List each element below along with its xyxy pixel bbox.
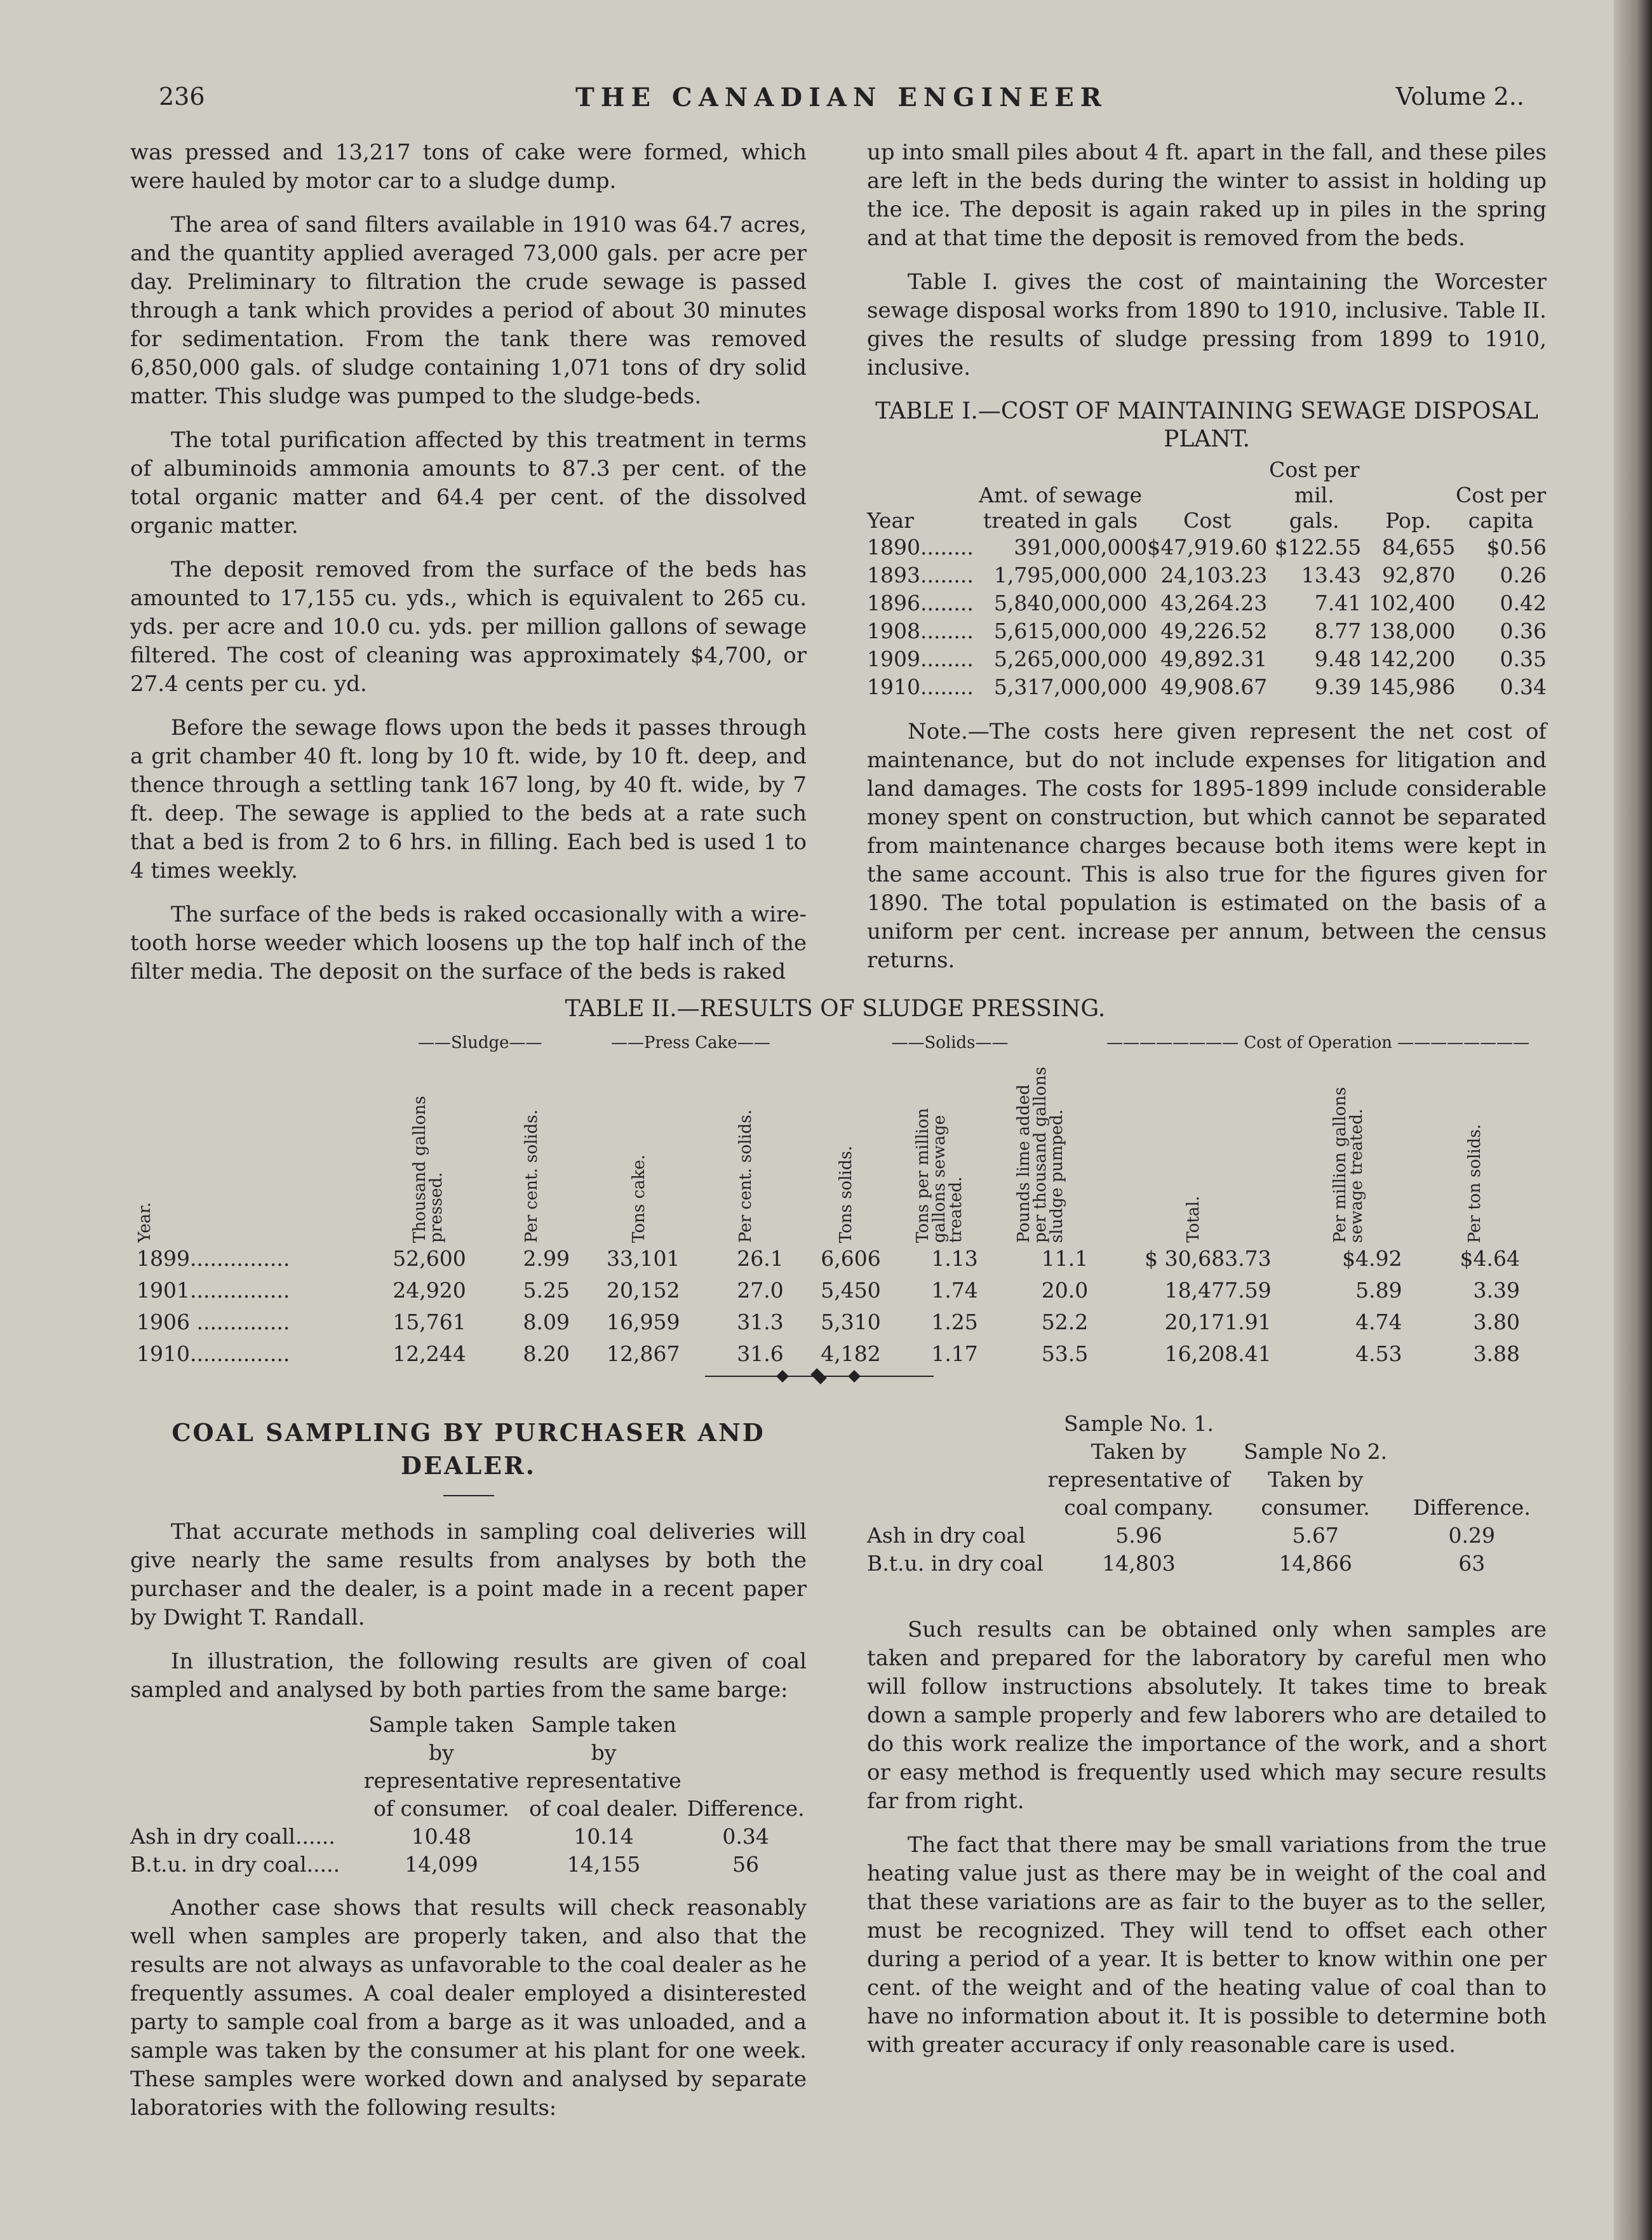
table-row <box>867 1550 1547 1578</box>
table-cell: 24,103.23 <box>1160 563 1268 587</box>
table-cell: 13.43 <box>1301 563 1362 587</box>
table2-header: Tons solids. <box>836 1145 856 1243</box>
table1-title: TABLE I.—COST OF MAINTAINING SEWAGE DISPOSAL PLANT. <box>875 398 1538 452</box>
table-cell: 0.35 <box>1500 647 1547 671</box>
paragraph: Another case shows that results will check reasonably well when samples are properly taken, and also that the results are not always as unfavorable to the coal dealer as he frequently assumes. A coal dealer employed a disinterested party to sample coal from a barge as it was unloaded, and a sample was taken by the consumer at his plant for one week. These samples were worked down and analysed by separate laboratories with the following results: <box>130 1895 807 2121</box>
paragraph: Table I. gives the cost of maintaining the Worcester sewage disposal works from 1890 to 1910, inclusive. Table II. gives the results of sludge pressing from 1899 to 1910, inclusive. <box>867 269 1547 380</box>
coal-table-a <box>130 1711 807 1879</box>
table-cell: 43,264.23 <box>1160 591 1268 615</box>
ornament-diamond <box>810 1368 826 1384</box>
paragraph: In illustration, the following results are given of coal sampled and analysed by both parties from the same barge: <box>130 1649 807 1703</box>
table-cell: 20.0 <box>1041 1278 1089 1303</box>
table-cell: 5.25 <box>523 1278 570 1303</box>
table-cell: 12,867 <box>607 1341 680 1366</box>
table-cell: 1906 .............. <box>137 1310 290 1334</box>
table-cell: 0.36 <box>1500 619 1547 643</box>
coal-table-header <box>130 1711 360 1823</box>
table-row <box>137 1243 1534 1275</box>
table-cell: 11.1 <box>1041 1246 1089 1271</box>
table-cell: 52.2 <box>1041 1310 1089 1334</box>
ornament-diamond <box>776 1370 789 1383</box>
table-row <box>867 1522 1547 1550</box>
table-cell: 52,600 <box>393 1246 466 1271</box>
table-cell: 5.96 <box>1115 1523 1162 1548</box>
table-cell: 0.34 <box>1500 674 1547 699</box>
table2-group: ——Solids—— <box>891 1033 1009 1052</box>
table-cell: 4.53 <box>1355 1341 1402 1366</box>
table-cell: 5.67 <box>1292 1523 1339 1548</box>
table1-header: Pop. <box>1385 508 1432 533</box>
table1-header: Amt. of sewage treated in gals <box>979 483 1143 533</box>
table-cell: 9.48 <box>1314 647 1362 671</box>
table-cell: 20,152 <box>607 1278 680 1303</box>
ornament-diamond <box>848 1370 861 1383</box>
coal-table-header: Sample taken by representative of consumer. <box>363 1712 520 1821</box>
table1-header: Cost per capita <box>1456 483 1547 533</box>
table-cell: 1908........ <box>867 619 974 643</box>
table-cell: 8.20 <box>523 1341 570 1366</box>
table-cell: 5.89 <box>1355 1278 1402 1303</box>
table-cell: $122.55 <box>1274 535 1362 560</box>
table-cell: 16,208.41 <box>1164 1341 1272 1366</box>
book-binding-shadow <box>1614 0 1652 2240</box>
table-cell: 10.48 <box>411 1824 472 1849</box>
paragraph: up into small piles about 4 ft. apart in the fall, and these piles are left in the beds during the winter to assist in holding up the ice. The deposit is again raked up in piles in the spring and at that time the deposit is removed from the beds. <box>867 140 1547 251</box>
table-cell: 7.41 <box>1314 591 1362 615</box>
table1-header: Cost <box>1183 508 1232 533</box>
table-cell: 138,000 <box>1368 619 1456 643</box>
table-cell: 1899............... <box>137 1246 290 1271</box>
left-column <box>130 138 807 1002</box>
table2-header: Per cent. solids. <box>522 1110 542 1243</box>
table-cell: 16,959 <box>607 1310 680 1334</box>
table-cell: 1909........ <box>867 647 974 671</box>
paragraph: That accurate methods in sampling coal deliveries will give nearly the same results from analyses by both the purchaser and the dealer, is a point made in a recent paper by Dwight T. Randall. <box>130 1519 807 1630</box>
page-number: 236 <box>159 83 205 111</box>
right-column <box>867 138 1547 990</box>
table-row <box>137 1306 1534 1338</box>
table-cell: 4,182 <box>821 1341 881 1366</box>
paragraph: The fact that there may be small variations from the true heating value just as there may be in weight of the coal and that these variations are as fair to the buyer as to the seller, must be recognized. They will tend to offset each other during a period of a year. It is better to know within one per cent. of the weight and of the heating value of coal than to have no information about it. It is possible to determine both with greater accuracy if only reasonable care is used. <box>867 1832 1547 2058</box>
table-cell: 5,310 <box>821 1310 881 1334</box>
table-cell: 9.39 <box>1314 674 1362 699</box>
table2-group: ——Press Cake—— <box>610 1033 770 1052</box>
table-cell: 0.34 <box>722 1824 769 1849</box>
table-cell: 56 <box>732 1852 760 1877</box>
table-cell: 53.5 <box>1041 1341 1089 1366</box>
table2-title: TABLE II.—RESULTS OF SLUDGE PRESSING. <box>565 996 1106 1022</box>
table2-header: Total. <box>1184 1196 1204 1243</box>
table-cell: $0.56 <box>1486 535 1547 560</box>
table-row <box>130 1851 807 1879</box>
table-cell: 1910............... <box>137 1341 290 1366</box>
paragraph: The surface of the beds is raked occasionally with a wire-tooth horse weeder which loosens up the top half inch of the filter media. The deposit on the surface of the beds is raked <box>130 902 807 984</box>
paragraph: The total purification affected by this treatment in terms of albuminoids ammonia amounts to 87.3 per cent. of the total organic matter and 64.4 per cent. of the dissolved organic matter. <box>130 427 807 539</box>
table-cell: 0.42 <box>1500 591 1547 615</box>
table-cell: 1896........ <box>867 591 974 615</box>
table-cell: 3.88 <box>1473 1341 1520 1366</box>
table-row <box>137 1338 1534 1370</box>
table-cell: 102,400 <box>1368 591 1456 615</box>
table-cell: 24,920 <box>393 1278 466 1303</box>
title-rule <box>443 1495 494 1496</box>
table-row <box>867 673 1547 701</box>
table-cell: 10.14 <box>574 1824 634 1849</box>
coal-table-header <box>867 1410 1044 1522</box>
table-cell: 49,892.31 <box>1160 647 1268 671</box>
table-row <box>867 589 1547 617</box>
table-cell: 1.25 <box>931 1310 978 1334</box>
table-cell: 15,761 <box>393 1310 466 1334</box>
table-cell: B.t.u. in dry coal..... <box>130 1852 340 1877</box>
table2-header: Per cent. solids. <box>736 1110 756 1243</box>
table-cell: $47,919.60 <box>1147 535 1268 560</box>
table-cell: 92,870 <box>1381 563 1456 587</box>
table-cell: 0.29 <box>1448 1523 1496 1548</box>
table-cell: 2.99 <box>523 1246 570 1271</box>
table-row <box>867 533 1547 561</box>
table-cell: B.t.u. in dry coal <box>867 1551 1044 1576</box>
paragraph: Before the sewage flows upon the beds it passes through a grit chamber 40 ft. long by 10 ft. wide, by 10 ft. deep, and thence through a settling tank 167 long, by 40 ft. wide, by 7 ft. deep. The sewage is applied to the beds at a rate such that a bed is from 2 to 6 hrs. in filling. Each bed is used 1 to 4 times weekly. <box>130 715 807 883</box>
table-row <box>867 645 1547 673</box>
table-cell: 49,226.52 <box>1160 619 1268 643</box>
table2-section <box>137 988 1534 1370</box>
table-row <box>130 1823 807 1851</box>
table-cell: 1.74 <box>931 1278 978 1303</box>
table-cell: 14,803 <box>1102 1551 1176 1576</box>
table2-header: Tons cake. <box>629 1155 648 1243</box>
table2-group: ———————— Cost of Operation ———————— <box>1106 1033 1530 1052</box>
paragraph: The area of sand filters available in 1910 was 64.7 acres, and the quantity applied averaged 73,000 gals. per acre per day. Preliminary to filtration the crude sewage is passed through a tank which provides a period of about 30 minutes for sedimentation. From the tank there was removed 6,850,000 gals. of sludge containing 1,071 tons of dry solid matter. This sludge was pumped to the sludge-beds. <box>130 212 807 409</box>
coal-table-header: Sample No 2. Taken by consumer. <box>1244 1439 1388 1520</box>
table-cell: Ash in dry coal <box>867 1523 1026 1548</box>
table2-header: Thousand gallons pressed. <box>410 1096 447 1243</box>
paragraph: was pressed and 13,217 tons of cake were formed, which were hauled by motor car to a sludge dump. <box>130 140 807 194</box>
table-cell: 5,615,000,000 <box>993 619 1148 643</box>
table-row <box>867 561 1547 589</box>
table2-header: Year. <box>135 1202 154 1243</box>
table-cell: 84,655 <box>1381 535 1456 560</box>
table-cell: 14,866 <box>1279 1551 1352 1576</box>
coal-table-header: Difference. <box>687 1796 805 1821</box>
table-cell: 63 <box>1458 1551 1486 1576</box>
table2-header: Per million gallons sewage treated. <box>1330 1087 1366 1243</box>
table-cell: $ 30,683.73 <box>1145 1246 1272 1271</box>
table2 <box>137 1027 1534 1370</box>
table-cell: 8.77 <box>1314 619 1362 643</box>
table-cell: $4.64 <box>1460 1246 1520 1271</box>
table-cell: 31.3 <box>737 1310 784 1334</box>
table2-group: ——Sludge—— <box>417 1033 542 1052</box>
table-cell: $4.92 <box>1342 1246 1402 1271</box>
table-cell: 20,171.91 <box>1164 1310 1272 1334</box>
note-paragraph: Note.—The costs here given represent the net cost of maintenance, but do not include expenses for litigation and land damages. The costs for 1895-1899 include considerable money spent on construction, but which cannot be separated from maintenance charges because both items were kept in the same account. This is also true for the figures given for 1890. The total population is estimated on the basis of a uniform per cent. increase per annum, between the census returns. <box>867 719 1547 973</box>
table-cell: 14,155 <box>567 1852 641 1877</box>
table-cell: 5,840,000,000 <box>993 591 1148 615</box>
paragraph: The deposit removed from the surface of the beds has amounted to 17,155 cu. yds., which is equivalent to 265 cu. yds. per acre and 10.0 cu. yds. per million gallons of sewage filtered. The cost of cleaning was approximately $4,700, or 27.4 cents per cu. yd. <box>130 557 807 697</box>
table2-header: Tons per million gallons sewage treated. <box>913 1108 966 1243</box>
coal-article-right <box>867 1410 1547 2075</box>
table-cell: 1901............... <box>137 1278 290 1303</box>
table1-header: Year <box>867 508 914 533</box>
table-cell: 49,908.67 <box>1160 674 1268 699</box>
table-cell: 1.13 <box>931 1246 978 1271</box>
table-cell: 27.0 <box>737 1278 784 1303</box>
table-cell: 145,986 <box>1368 674 1456 699</box>
table-cell: 1893........ <box>867 563 974 587</box>
coal-table-b <box>867 1410 1547 1578</box>
table-cell: 5,450 <box>821 1278 881 1303</box>
table-cell: 3.39 <box>1473 1278 1520 1303</box>
table1-header: Cost per mil. gals. <box>1269 457 1360 533</box>
table-cell: 391,000,000 <box>1014 535 1148 560</box>
table-cell: 33,101 <box>607 1246 680 1271</box>
table1 <box>867 457 1547 701</box>
coal-table-header: Sample taken by representative of coal dealer. <box>526 1712 682 1821</box>
paragraph: Such results can be obtained only when samples are taken and prepared for the laboratory by careful men who will follow instructions absolutely. It takes time to break down a sample properly and few laborers who are detailed to do this work realize the importance of the work, and a short or easy method is frequently used which may secure results far from right. <box>867 1617 1547 1814</box>
table-cell: 1910........ <box>867 674 974 699</box>
table-cell: 18,477.59 <box>1164 1278 1272 1303</box>
table-cell: 0.26 <box>1500 563 1547 587</box>
table-cell: 1.17 <box>931 1341 978 1366</box>
journal-title: THE CANADIAN ENGINEER <box>575 83 1108 112</box>
article-title: COAL SAMPLING BY PURCHASER AND DEALER. <box>171 1418 765 1480</box>
ornament-divider <box>705 1372 934 1381</box>
table-cell: 6,606 <box>821 1246 881 1271</box>
table-cell: 5,265,000,000 <box>993 647 1148 671</box>
table-cell: 5,317,000,000 <box>993 674 1148 699</box>
table2-header: Per ton solids. <box>1465 1123 1485 1243</box>
table-row <box>137 1275 1534 1306</box>
table-cell: 1890........ <box>867 535 974 560</box>
table-cell: 12,244 <box>393 1341 466 1366</box>
table-cell: 26.1 <box>737 1246 784 1271</box>
table-cell: Ash in dry coall...... <box>130 1824 335 1849</box>
table-cell: 31.6 <box>737 1341 784 1366</box>
page-header <box>159 83 1524 121</box>
coal-article-left <box>130 1410 807 2138</box>
volume-label: Volume 2.. <box>1395 83 1524 111</box>
coal-table-header: Difference. <box>1413 1495 1531 1520</box>
coal-table-header: Sample No. 1. Taken by representative of coal company. <box>1047 1411 1230 1520</box>
table-row <box>867 617 1547 645</box>
table-cell: 1,795,000,000 <box>993 563 1148 587</box>
table-cell: 3.80 <box>1473 1310 1520 1334</box>
table2-header: Pounds lime added per thousand gallons sludge pumped. <box>1014 1066 1066 1243</box>
table-cell: 14,099 <box>405 1852 478 1877</box>
table-cell: 8.09 <box>523 1310 570 1334</box>
table-cell: 4.74 <box>1355 1310 1402 1334</box>
table-cell: 142,200 <box>1368 647 1456 671</box>
